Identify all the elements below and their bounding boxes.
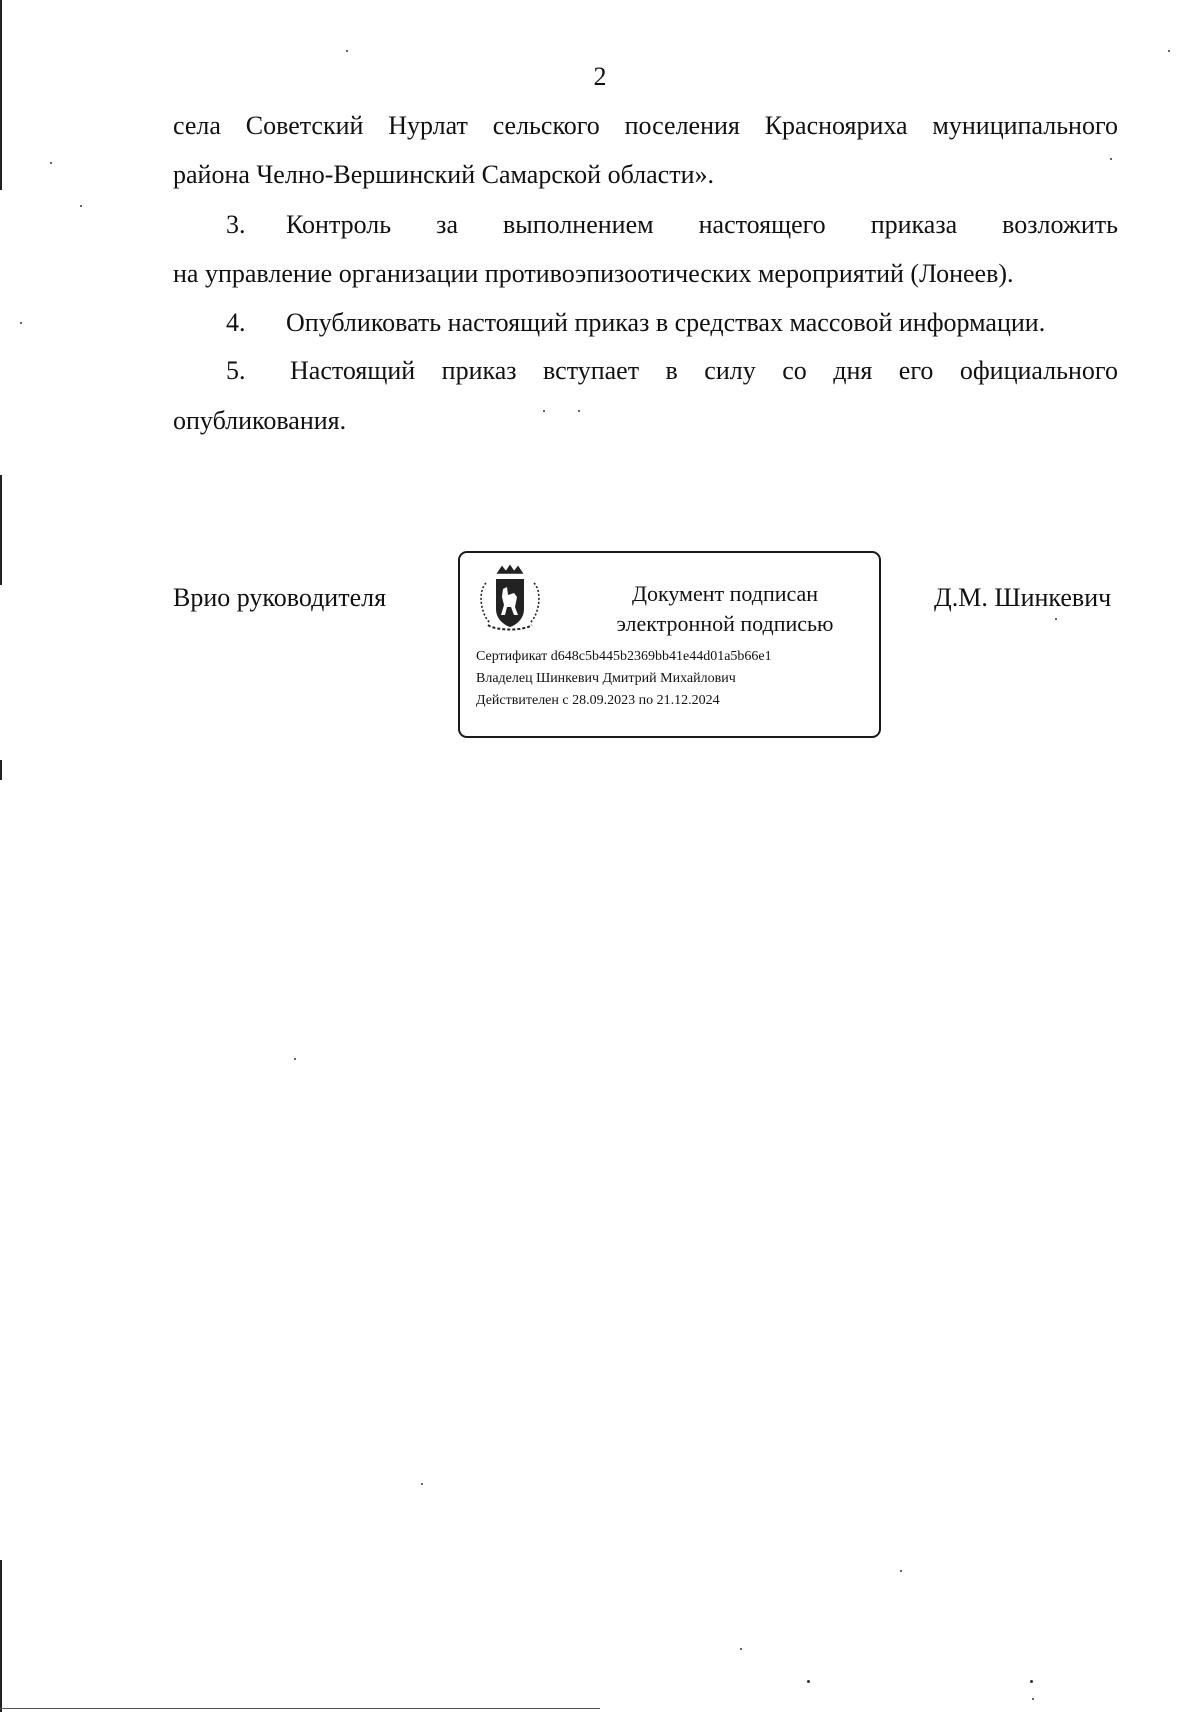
scan-edge-mark xyxy=(0,0,2,190)
paragraph-line xyxy=(226,308,1045,338)
item-number: 4. xyxy=(226,308,246,337)
item-number: 5. xyxy=(226,356,246,385)
word: силу xyxy=(704,356,756,385)
word: села xyxy=(173,111,221,140)
word: в xyxy=(665,356,678,385)
paragraph-line xyxy=(226,210,1118,240)
scan-edge-mark xyxy=(0,1708,600,1709)
word: Советский xyxy=(245,111,364,140)
word: возложить xyxy=(1002,210,1118,239)
scan-edge-mark xyxy=(0,760,2,780)
paragraph-words xyxy=(286,210,1118,240)
certificate-owner: Владелец Шинкевич Дмитрий Михайлович xyxy=(476,671,736,686)
scan-edge-mark xyxy=(0,475,2,585)
certificate-number: Сертификат d648c5b445b2369bb41e44d01a5b66e1 xyxy=(476,649,772,664)
word: со xyxy=(782,356,807,385)
word: Нурлат xyxy=(388,111,468,140)
word: Контроль xyxy=(286,210,392,239)
stamp-title-line: Документ подписан xyxy=(631,581,819,606)
page-number: 2 xyxy=(593,62,607,91)
paragraph-line: опубликования. xyxy=(173,406,347,435)
paragraph-line xyxy=(173,111,1118,141)
electronic-signature-stamp xyxy=(458,551,881,738)
word: поселения xyxy=(624,111,740,140)
word: сельского xyxy=(492,111,600,140)
signer-name: Д.М. Шинкевич xyxy=(934,583,1112,612)
word: за xyxy=(436,210,458,239)
item-number: 3. xyxy=(226,210,246,239)
paragraph-line xyxy=(226,356,1118,386)
word: приказ xyxy=(441,356,517,385)
word: муниципального xyxy=(932,111,1118,140)
coat-of-arms-icon xyxy=(474,563,546,635)
word: выполнением xyxy=(503,210,654,239)
certificate-validity: Действителен с 28.09.2023 по 21.12.2024 xyxy=(476,693,720,708)
stamp-title xyxy=(580,579,870,639)
stamp-title-line: электронной подписью xyxy=(616,611,834,636)
word: приказа xyxy=(870,210,958,239)
word: его xyxy=(898,356,934,385)
word: Настоящий xyxy=(290,356,416,385)
word: официального xyxy=(959,356,1118,385)
word: дня xyxy=(833,356,873,385)
paragraph-text: Опубликовать настоящий приказ в средствах массовой информации. xyxy=(286,308,1046,337)
scan-edge-mark xyxy=(0,1560,2,1712)
paragraph-words xyxy=(290,356,1118,386)
signer-position: Врио руководителя xyxy=(173,583,387,612)
word: Краснояриха xyxy=(764,111,908,140)
word: настоящего xyxy=(698,210,826,239)
stamp-details xyxy=(476,646,772,712)
word: вступает xyxy=(543,356,640,385)
paragraph-line: на управление организации противоэпизоотических мероприятий (Лонеев). xyxy=(173,259,1014,288)
paragraph-line: района Челно-Вершинский Самарской области». xyxy=(173,160,714,189)
